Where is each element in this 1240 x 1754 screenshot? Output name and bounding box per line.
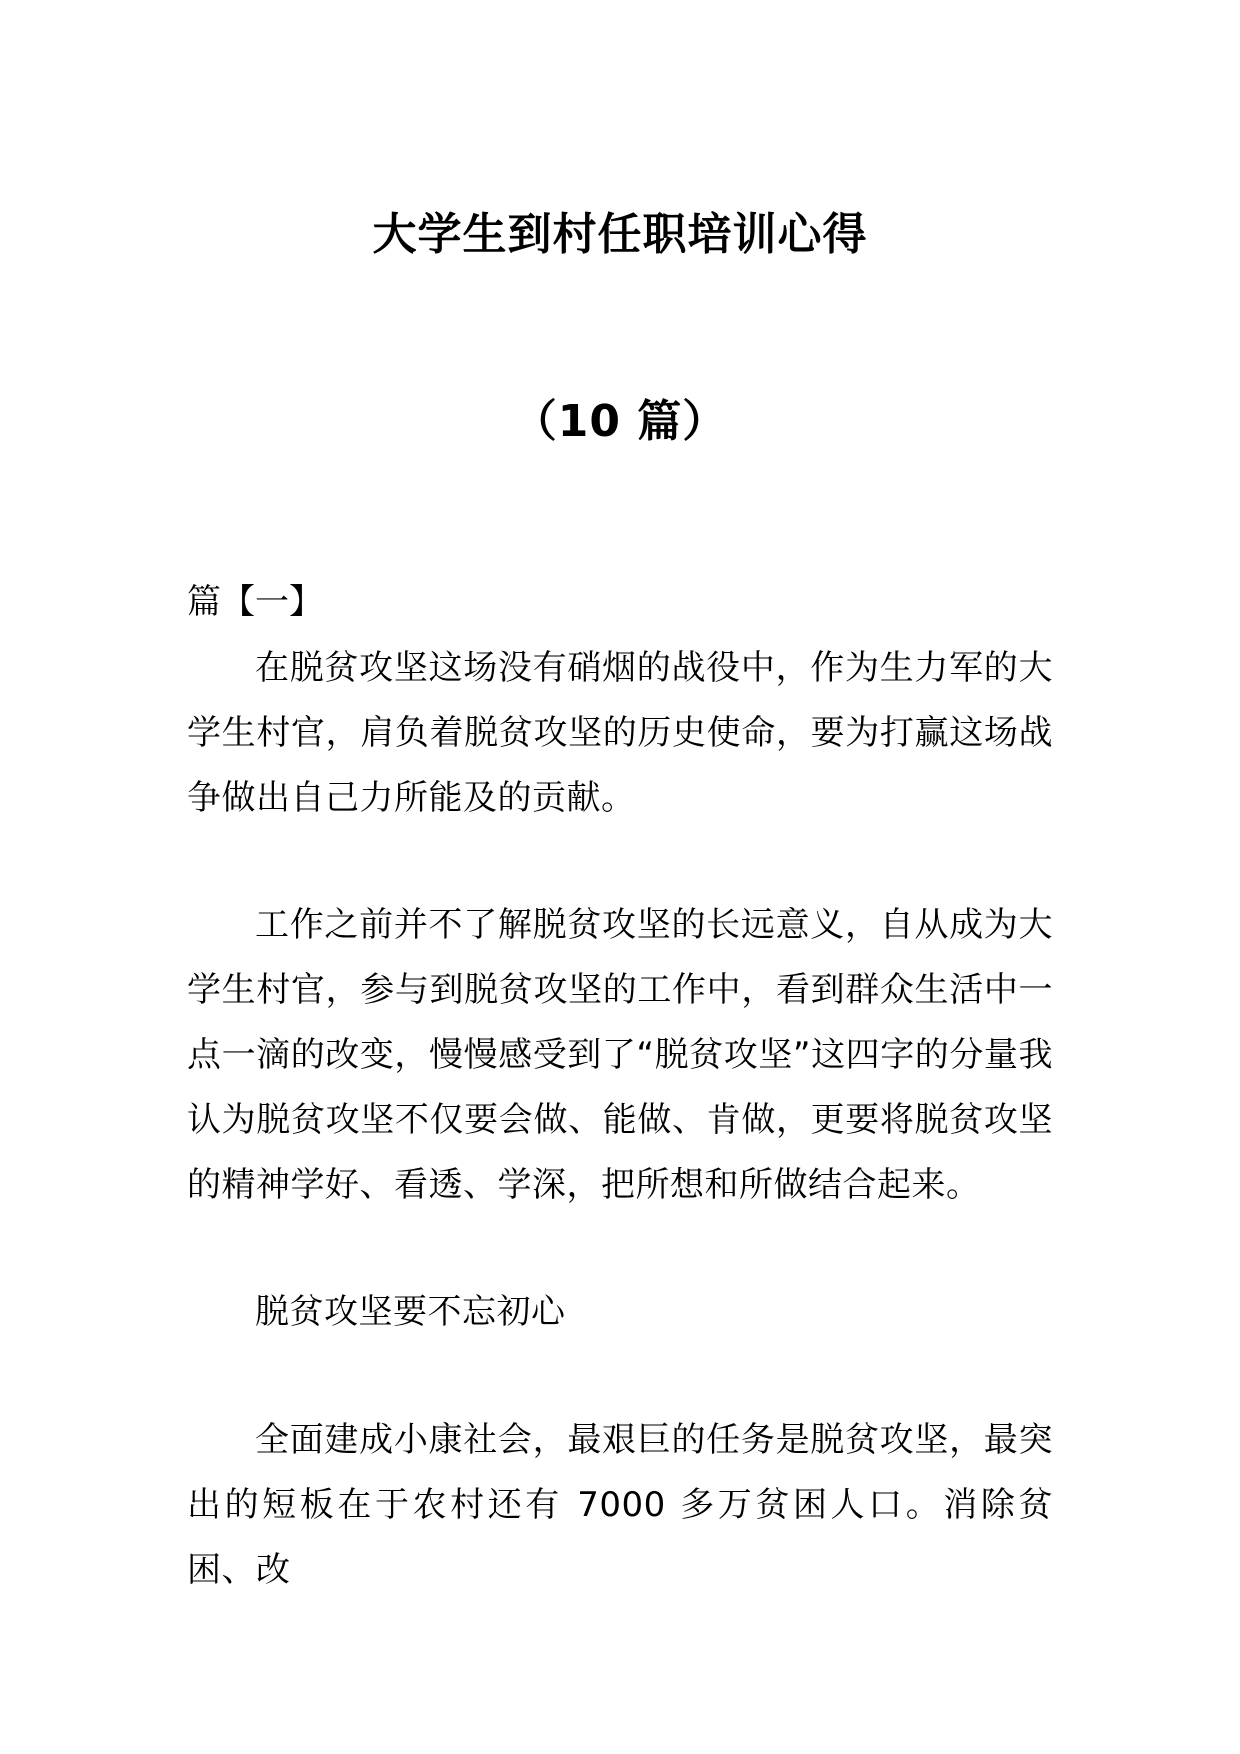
paragraph: 全面建成小康社会，最艰巨的任务是脱贫攻坚，最突出的短板在于农村还有 7000 多万贫困人口。消除贫困、改 bbox=[187, 1420, 1053, 1590]
subheading-paragraph: 脱贫攻坚要不忘初心 bbox=[255, 1292, 566, 1332]
section-heading: 篇【一】 bbox=[187, 582, 323, 622]
document-subtitle: （10 篇） bbox=[512, 396, 728, 447]
paragraph: 在脱贫攻坚这场没有硝烟的战役中，作为生力军的大学生村官，肩负着脱贫攻坚的历史使命，要为打赢这场战争做出自己力所能及的贡献。 bbox=[187, 648, 1053, 818]
paragraph: 工作之前并不了解脱贫攻坚的长远意义，自从成为大学生村官，参与到脱贫攻坚的工作中，看到群众生活中一点一滴的改变，慢慢感受到了“脱贫攻坚”这四字的分量我认为脱贫攻坚不仅要会做、能做、肯做，更要将脱贫攻坚的精神学好、看透、学深，把所想和所做结合起来。 bbox=[187, 905, 1053, 1205]
document-title: 大学生到村任职培训心得 bbox=[372, 209, 868, 260]
